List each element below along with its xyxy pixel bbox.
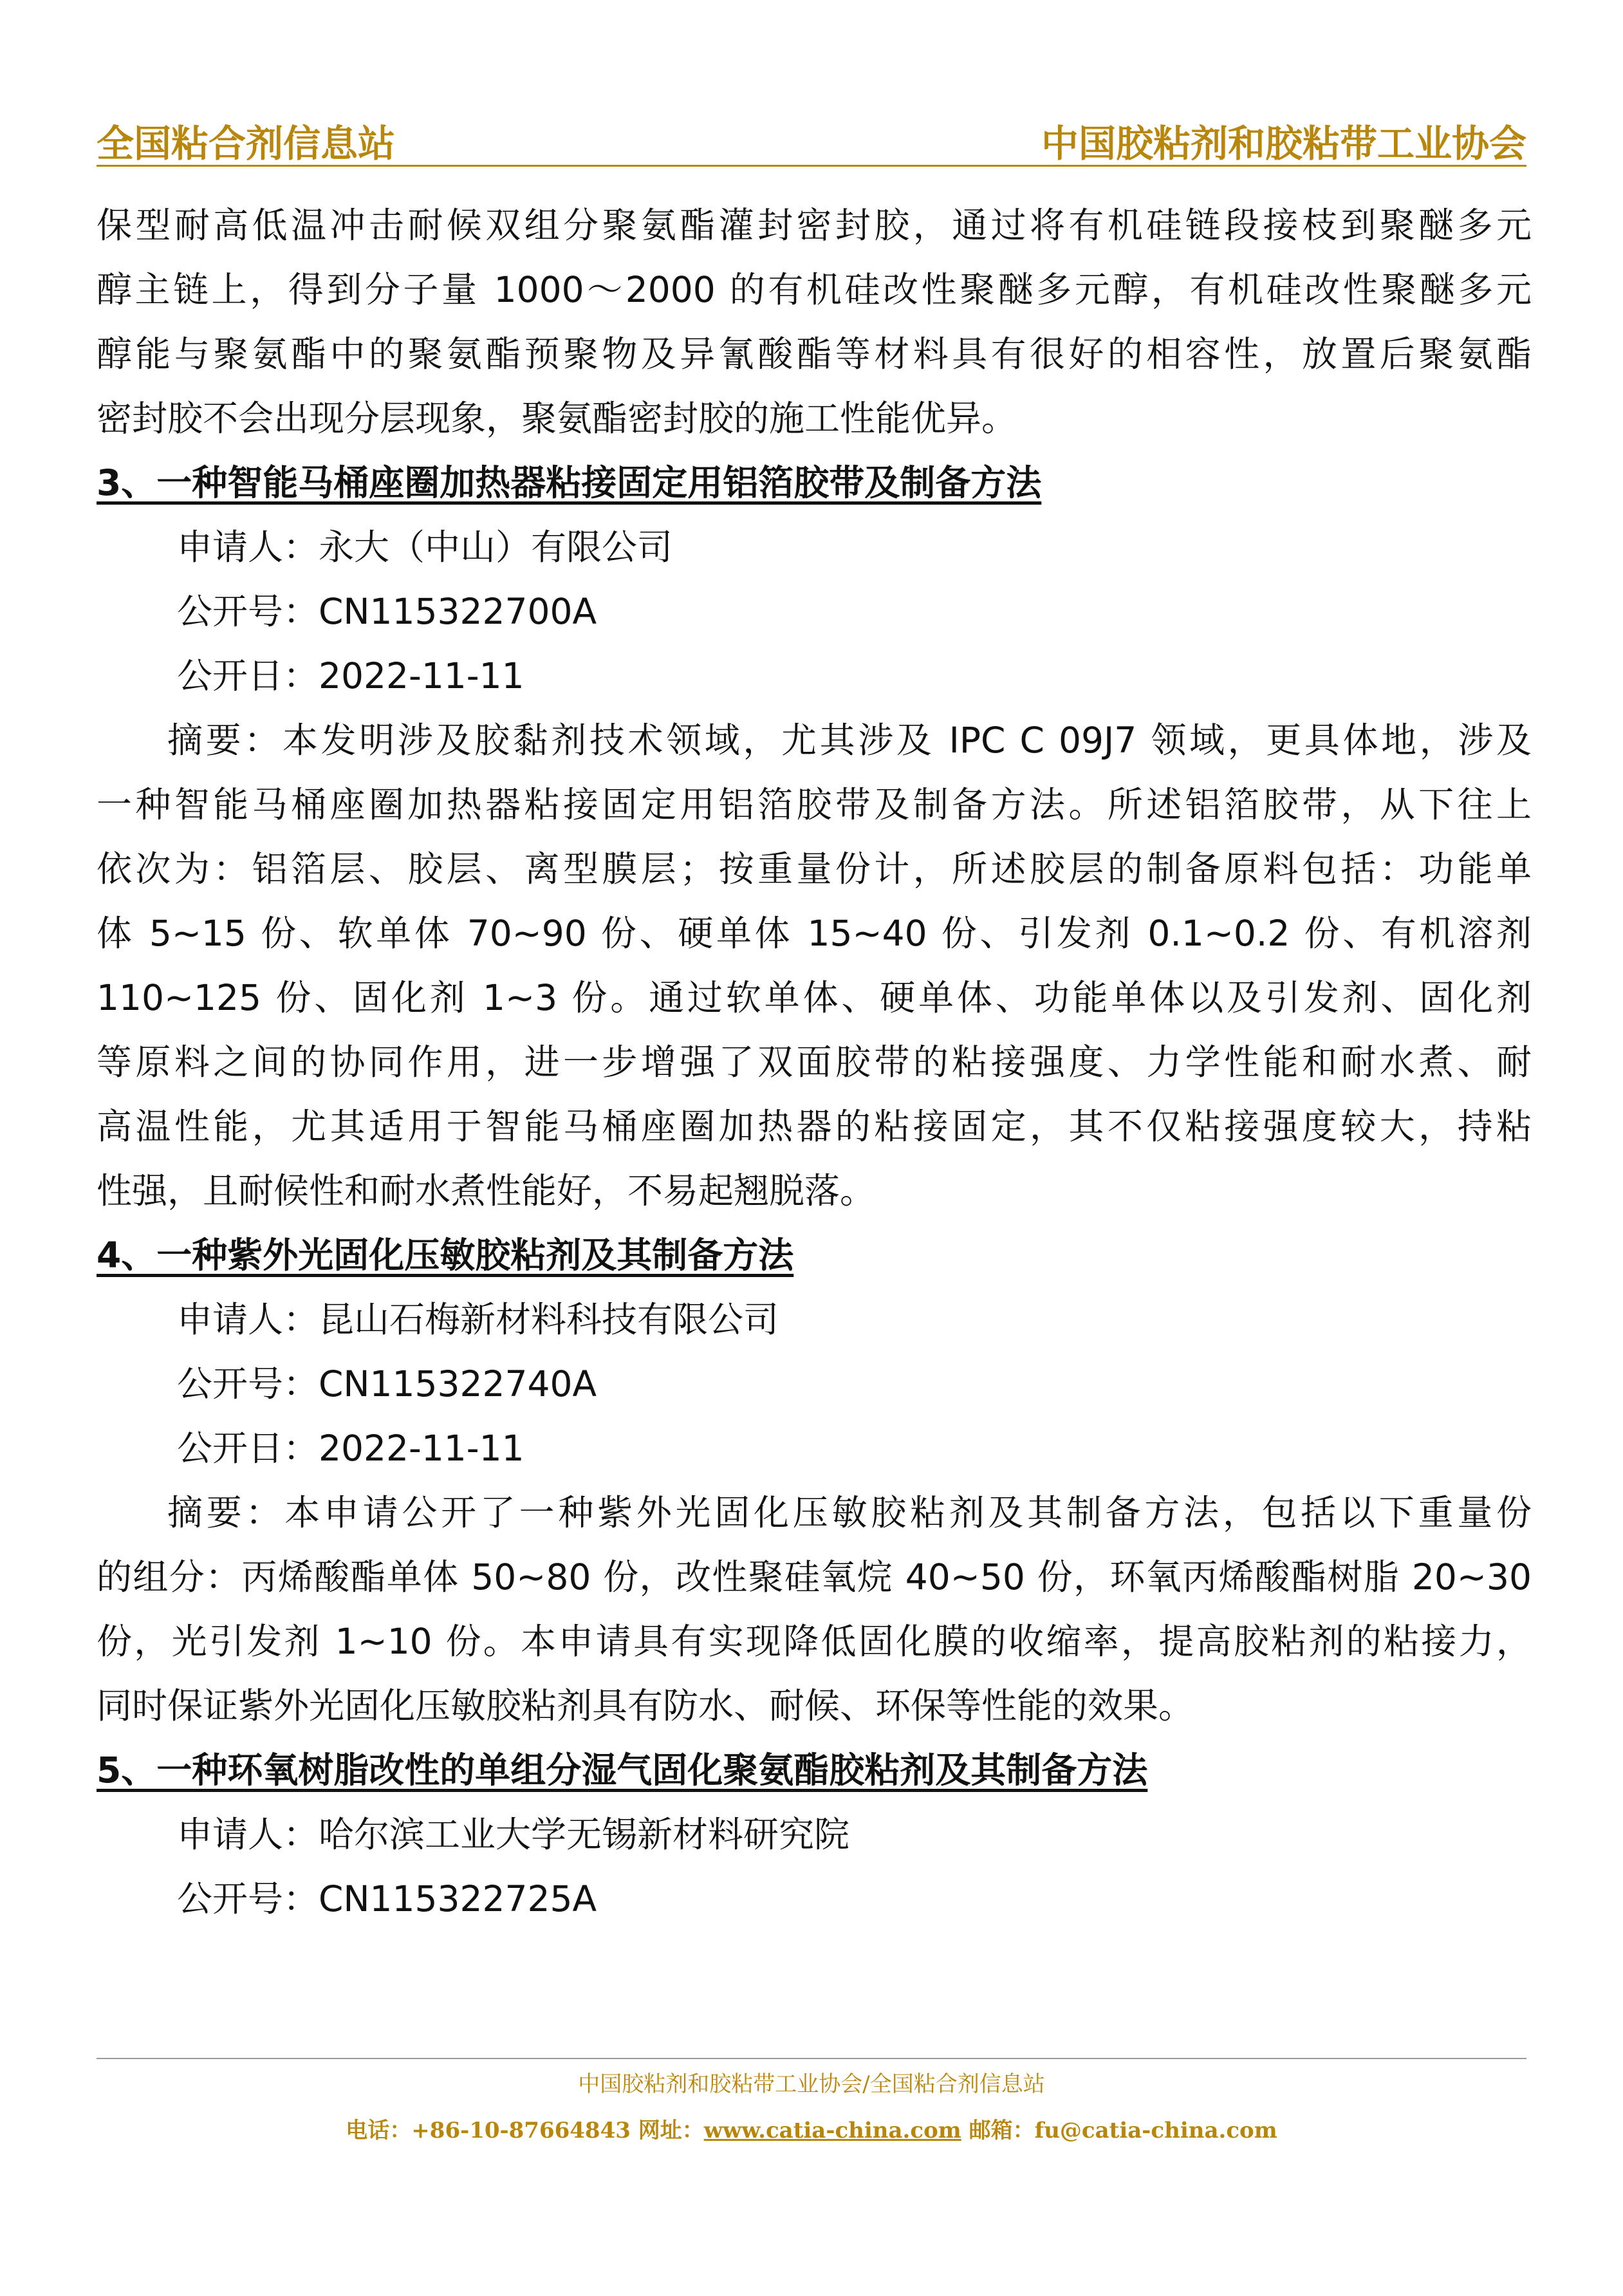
publication-date: 公开日：2022-11-11 [177,655,524,696]
text-line: 110~125 份、固化剂 1~3 份。通过软单体、硬单体、功能单体以及引发剂、固化剂 [97,977,1532,1018]
text-line: 摘要：本发明涉及胶黏剂技术领域，尤其涉及 IPC C 09J7 领域，更具体地，涉及 [167,720,1532,761]
header-left-title: 全国粘合剂信息站 [97,122,396,165]
intro-paragraph [97,193,1532,451]
section-title: 3、一种智能马桶座圈加热器粘接固定用铝箔胶带及制备方法 [97,462,1042,503]
text-line: 醇主链上，得到分子量 1000～2000 的有机硅改性聚醚多元醇，有机硅改性聚醚多元 [97,269,1532,310]
publication-date: 公开日：2022-11-11 [177,1428,524,1469]
text-line: 醇能与聚氨酯中的聚氨酯预聚物及异氰酸酯等材料具有很好的相容性，放置后聚氨酯 [97,333,1532,375]
document-body [97,193,1532,1931]
footer-phone: 电话：+86-10-87664843 网址： [346,2118,704,2143]
footer-website-link[interactable]: www.catia-china.com [703,2118,961,2143]
publication-number: 公开号：CN115322700A [177,591,597,632]
text-line: 的组分：丙烯酸酯单体 50~80 份，改性聚硅氧烷 40~50 份，环氧丙烯酸酯树脂 20~30 [97,1556,1532,1598]
text-line: 摘要：本申请公开了一种紫外光固化压敏胶粘剂及其制备方法，包括以下重量份 [167,1492,1532,1533]
applicant: 申请人：昆山石梅新材料科技有限公司 [177,1299,779,1340]
footer-organization: 中国胶粘剂和胶粘带工业协会/全国粘合剂信息站 [578,2071,1045,2097]
publication-number: 公开号：CN115322740A [177,1363,597,1405]
section-title: 5、一种环氧树脂改性的单组分湿气固化聚氨酯胶粘剂及其制备方法 [97,1750,1148,1791]
patent-entry [97,451,1532,1223]
footer-divider [97,2058,1526,2059]
text-line: 体 5~15 份、软单体 70~90 份、硬单体 15~40 份、引发剂 0.1~0.2 份、有机溶剂 [97,913,1532,954]
text-line: 同时保证紫外光固化压敏胶粘剂具有防水、耐候、环保等性能的效果。 [97,1685,1194,1726]
text-line: 性强，且耐候性和耐水煮性能好，不易起翘脱落。 [97,1170,876,1211]
text-line: 高温性能，尤其适用于智能马桶座圈加热器的粘接固定，其不仅粘接强度较大，持粘 [97,1106,1532,1147]
header-divider [97,165,1526,167]
section-title: 4、一种紫外光固化压敏胶粘剂及其制备方法 [97,1235,794,1276]
text-line: 份，光引发剂 1~10 份。本申请具有实现降低固化膜的收缩率，提高胶粘剂的粘接力， [97,1621,1532,1662]
text-line: 一种智能马桶座圈加热器粘接固定用铝箔胶带及制备方法。所述铝箔胶带，从下往上 [97,784,1532,825]
text-line: 依次为：铝箔层、胶层、离型膜层；按重量份计，所述胶层的制备原料包括：功能单 [97,848,1532,890]
applicant: 申请人：哈尔滨工业大学无锡新材料研究院 [177,1814,850,1855]
abstract [97,1480,1532,1738]
patent-entry [97,1738,1532,1931]
text-line: 密封胶不会出现分层现象，聚氨酯密封胶的施工性能优异。 [97,398,1017,439]
footer-contact [0,2111,1623,2150]
footer-email: 邮箱：fu@catia-china.com [961,2118,1277,2143]
applicant: 申请人：永大（中山）有限公司 [177,527,673,568]
text-line: 保型耐高低温冲击耐候双组分聚氨酯灌封密封胶，通过将有机硅链段接枝到聚醚多元 [97,205,1532,246]
header-right-title: 中国胶粘剂和胶粘带工业协会 [1041,122,1526,165]
publication-number: 公开号：CN115322725A [177,1878,597,1919]
text-line: 等原料之间的协同作用，进一步增强了双面胶带的粘接强度、力学性能和耐水煮、耐 [97,1041,1532,1083]
abstract [97,708,1532,1223]
patent-entry [97,1223,1532,1738]
